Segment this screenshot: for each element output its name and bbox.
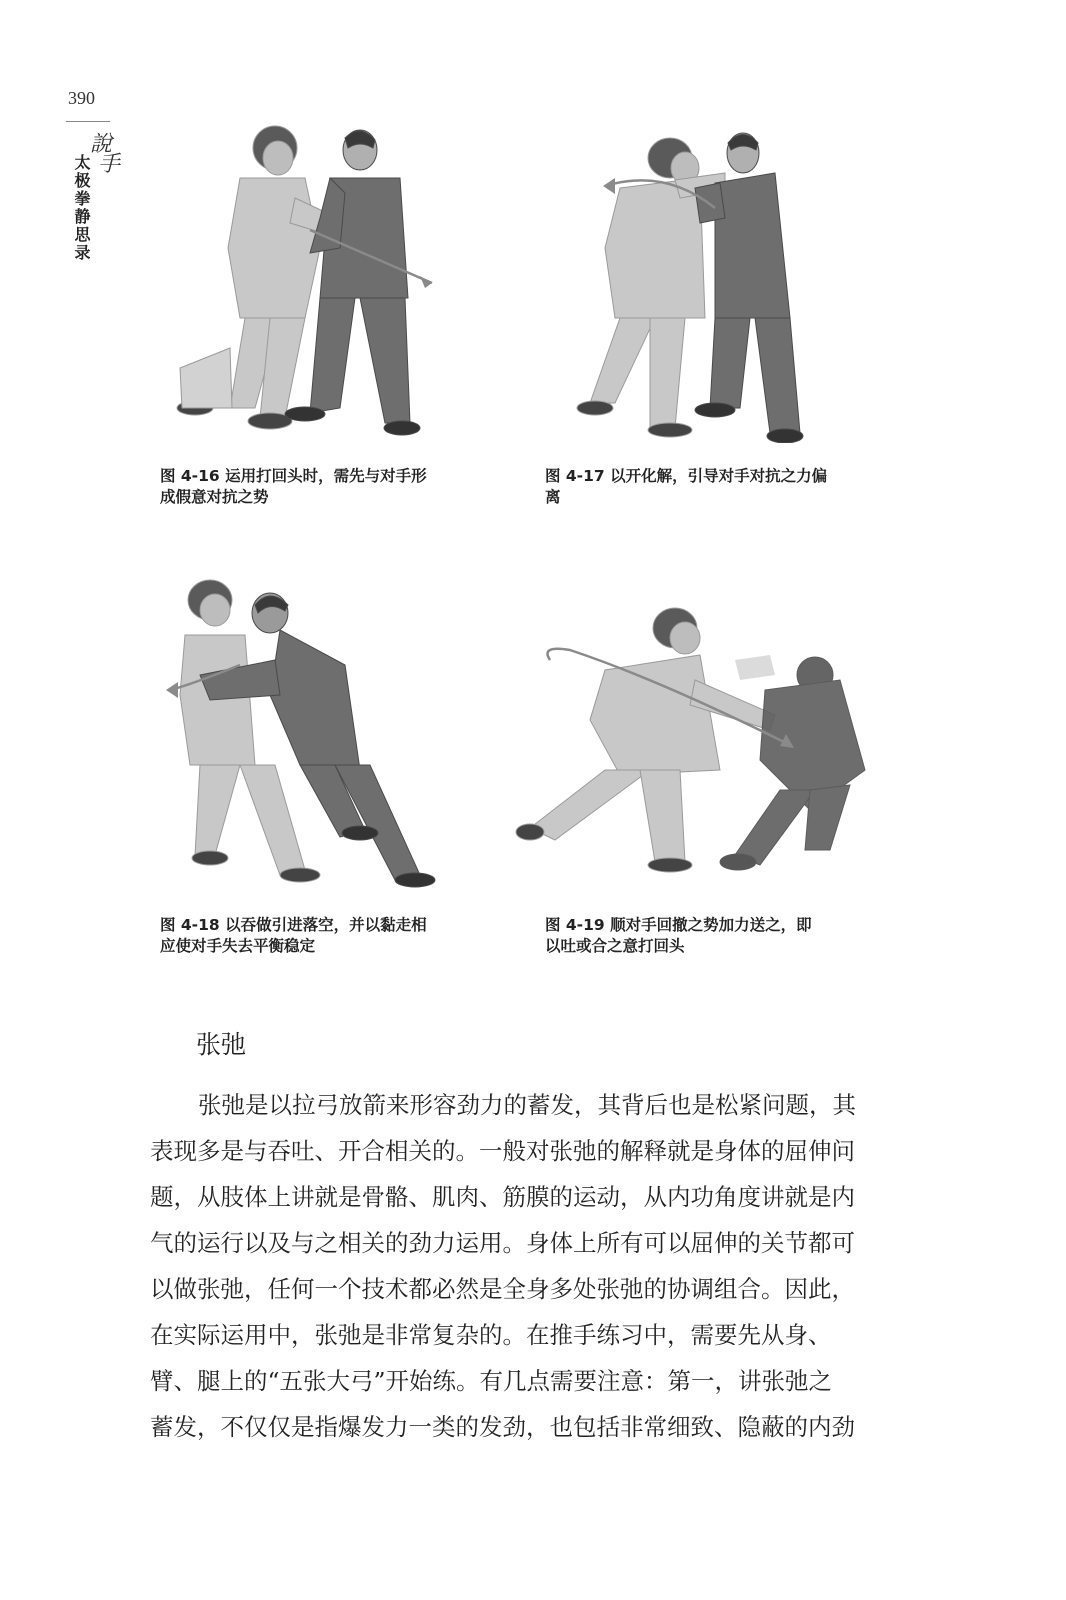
body-line: 臂、腿上的“五张大弓”开始练。有几点需要注意：第一，讲张弛之 — [150, 1367, 833, 1395]
running-head — [70, 134, 120, 294]
figure-4-16-caption: 图 4-16 运用打回头时，需先与对手形 成假意对抗之势 — [160, 467, 427, 506]
page-number: 390 — [68, 88, 95, 108]
body-line: 表现多是与吞吐、开合相关的。一般对张弛的解释就是身体的屈伸问 — [150, 1137, 855, 1165]
figure-4-18-photo — [160, 575, 440, 895]
figure-4-17-caption: 图 4-17 以开化解，引导对手对抗之力偏 离 — [545, 467, 828, 506]
figure-4-16-photo — [170, 118, 450, 438]
body-line: 以做张弛，任何一个技术都必然是全身多处张弛的协调组合。因此， — [150, 1275, 855, 1303]
body-line: 张弛是以拉弓放箭来形容劲力的蓄发，其背后也是松紧问题，其 — [198, 1091, 856, 1119]
body-line: 题，从肢体上讲就是骨骼、肌肉、筋膜的运动，从内功角度讲就是内 — [150, 1183, 855, 1211]
running-head-logo: 說 手 — [90, 132, 121, 177]
figure-4-17-photo — [575, 118, 815, 443]
figure-4-19-photo — [510, 600, 880, 890]
header-rule — [66, 121, 110, 122]
figure-4-18-caption: 图 4-18 以吞做引进落空，并以黏走相 应使对手失去平衡稳定 — [160, 916, 427, 955]
section-heading: 张弛 — [196, 1030, 247, 1059]
body-text — [150, 1082, 872, 1450]
body-line: 在实际运用中，张弛是非常复杂的。在推手练习中，需要先从身、 — [150, 1321, 832, 1349]
body-line: 气的运行以及与之相关的劲力运用。身体上所有可以屈伸的关节都可 — [150, 1229, 855, 1257]
figure-4-19-caption: 图 4-19 顺对手回撤之势加力送之，即 以吐或合之意打回头 — [545, 916, 812, 955]
running-head-title: 太极拳静思录 — [72, 154, 91, 262]
body-line: 蓄发，不仅仅是指爆发力一类的发劲，也包括非常细致、隐蔽的内劲 — [150, 1413, 855, 1441]
